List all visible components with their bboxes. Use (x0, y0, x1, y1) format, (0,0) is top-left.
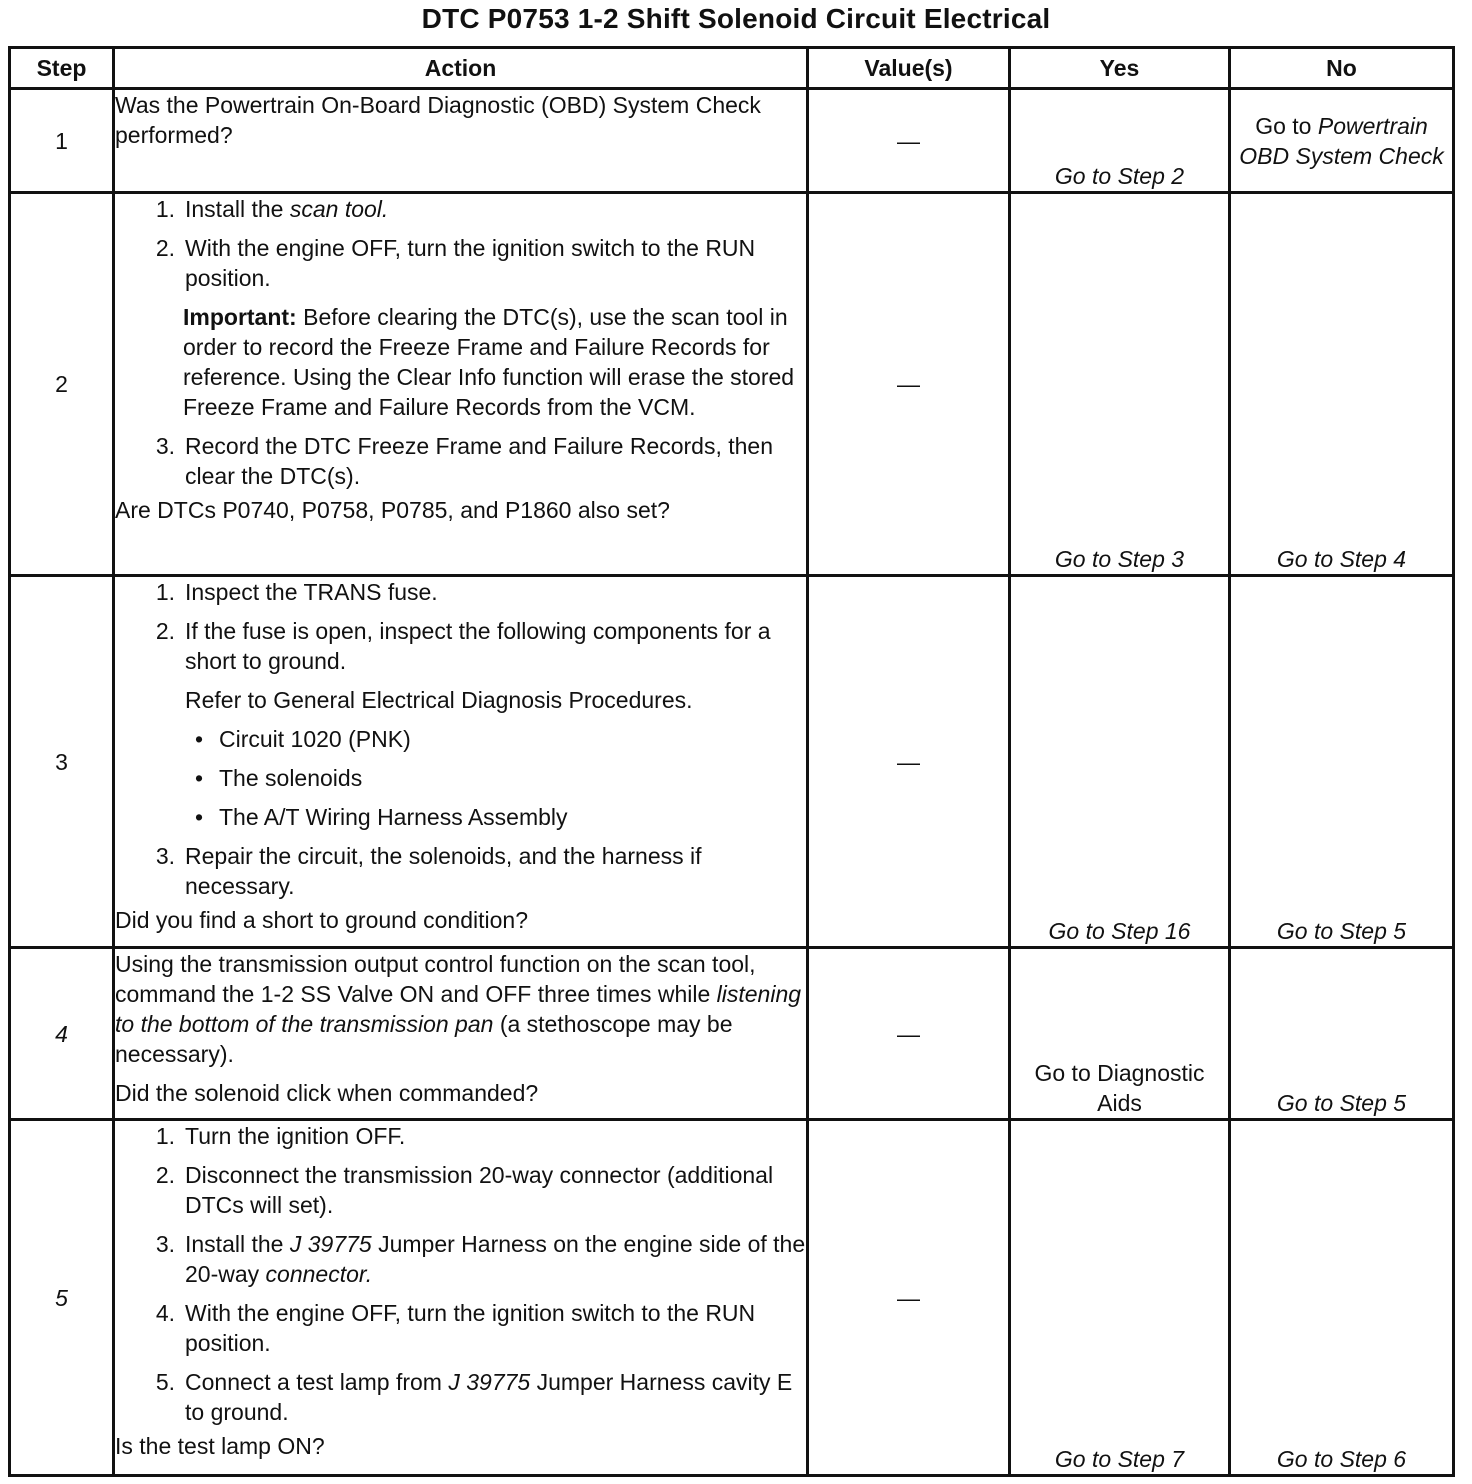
step-number: 2 (10, 193, 114, 576)
step-number: 3 (10, 576, 114, 948)
procedure-list (115, 841, 806, 901)
question-text: Are DTCs P0740, P0758, P0785, and P1860 also set? (115, 497, 670, 523)
list-item: 2. Disconnect the transmission 20-way connector (additional DTCs will set). (155, 1162, 774, 1218)
list-item: 4. With the engine OFF, turn the ignition switch to the RUN position. (155, 1300, 756, 1356)
list-item: 1. Inspect the TRANS fuse. (155, 579, 438, 605)
yes-link[interactable]: Go to Step 3 (1010, 193, 1230, 576)
list-item: • Circuit 1020 (PNK) (195, 726, 411, 752)
header-yes: Yes (1010, 48, 1230, 89)
yes-link[interactable]: Go to Diagnostic Aids (1010, 948, 1230, 1120)
yes-link[interactable]: Go to Step 2 (1010, 89, 1230, 193)
no-link[interactable] (1230, 89, 1454, 193)
step-number: 5 (10, 1120, 114, 1476)
header-values: Value(s) (808, 48, 1010, 89)
no-link[interactable]: Go to Step 5 (1230, 576, 1454, 948)
question-text: Is the test lamp ON? (115, 1433, 325, 1459)
refer-text: Refer to General Electrical Diagnosis Procedures. (185, 687, 693, 713)
value-cell: — (808, 948, 1010, 1120)
component-list (115, 724, 806, 832)
list-item: 1. Install the scan tool. (155, 196, 389, 222)
yes-link[interactable]: Go to Step 7 (1010, 1120, 1230, 1476)
no-target[interactable]: Powertrain OBD System Check (1239, 112, 1444, 169)
question-text: Was the Powertrain On-Board Diagnostic (OBD) System Check performed? (115, 92, 761, 148)
value-cell: — (808, 576, 1010, 948)
no-link[interactable]: Go to Step 4 (1230, 193, 1454, 576)
value-cell: — (808, 1120, 1010, 1476)
list-item: • The A/T Wiring Harness Assembly (195, 804, 568, 830)
action-cell (114, 1120, 808, 1476)
header-step: Step (10, 48, 114, 89)
action-cell (114, 948, 808, 1120)
list-item: 3. Record the DTC Freeze Frame and Failure Records, then clear the DTC(s). (155, 433, 774, 489)
no-link[interactable]: Go to Step 6 (1230, 1120, 1454, 1476)
instruction-text: Using the transmission output control function on the scan tool, command the 1-2 SS Valve ON and OFF three times while listening to the bottom of the transmission pan (a stethoscope may be necessary). (115, 951, 802, 1067)
header-no: No (1230, 48, 1454, 89)
procedure-list (115, 194, 806, 293)
table-row (10, 576, 1454, 948)
no-link[interactable]: Go to Step 5 (1230, 948, 1454, 1120)
table-row (10, 193, 1454, 576)
list-item: 1. Turn the ignition OFF. (155, 1123, 406, 1149)
procedure-list (115, 577, 806, 676)
yes-link[interactable]: Go to Step 16 (1010, 576, 1230, 948)
table-row (10, 1120, 1454, 1476)
header-action: Action (114, 48, 808, 89)
action-cell (114, 193, 808, 576)
value-cell: — (808, 89, 1010, 193)
procedure-list (115, 431, 806, 491)
list-item: • The solenoids (195, 765, 363, 791)
important-note: Important: Before clearing the DTC(s), use the scan tool in order to record the Freeze Frame and Failure Records for reference. Using the Clear Info function will erase the stored Freeze Frame and Failure Records from the VCM. (183, 304, 795, 420)
list-item: 3. Repair the circuit, the solenoids, and the harness if necessary. (155, 843, 702, 899)
procedure-list (115, 1121, 806, 1427)
list-item: 5. Connect a test lamp from J 39775 Jumper Harness cavity E to ground. (155, 1369, 793, 1425)
table-row (10, 948, 1454, 1120)
list-item: 3. Install the J 39775 Jumper Harness on the engine side of the 20-way connector. (155, 1231, 806, 1287)
table-row (10, 89, 1454, 193)
value-cell: — (808, 193, 1010, 576)
list-item: 2. With the engine OFF, turn the ignition switch to the RUN position. (155, 235, 756, 291)
no-prefix: Go to (1255, 112, 1318, 139)
step-number: 4 (10, 948, 114, 1120)
question-text: Did the solenoid click when commanded? (115, 1080, 539, 1106)
step-number: 1 (10, 89, 114, 193)
page-title: DTC P0753 1-2 Shift Solenoid Circuit Electrical (421, 3, 1051, 34)
action-cell (114, 576, 808, 948)
question-text: Did you find a short to ground condition? (115, 907, 528, 933)
action-cell (114, 89, 808, 193)
header-row (10, 48, 1454, 89)
diagnostic-table (8, 46, 1455, 1477)
list-item: 2. If the fuse is open, inspect the following components for a short to ground. (155, 618, 771, 674)
